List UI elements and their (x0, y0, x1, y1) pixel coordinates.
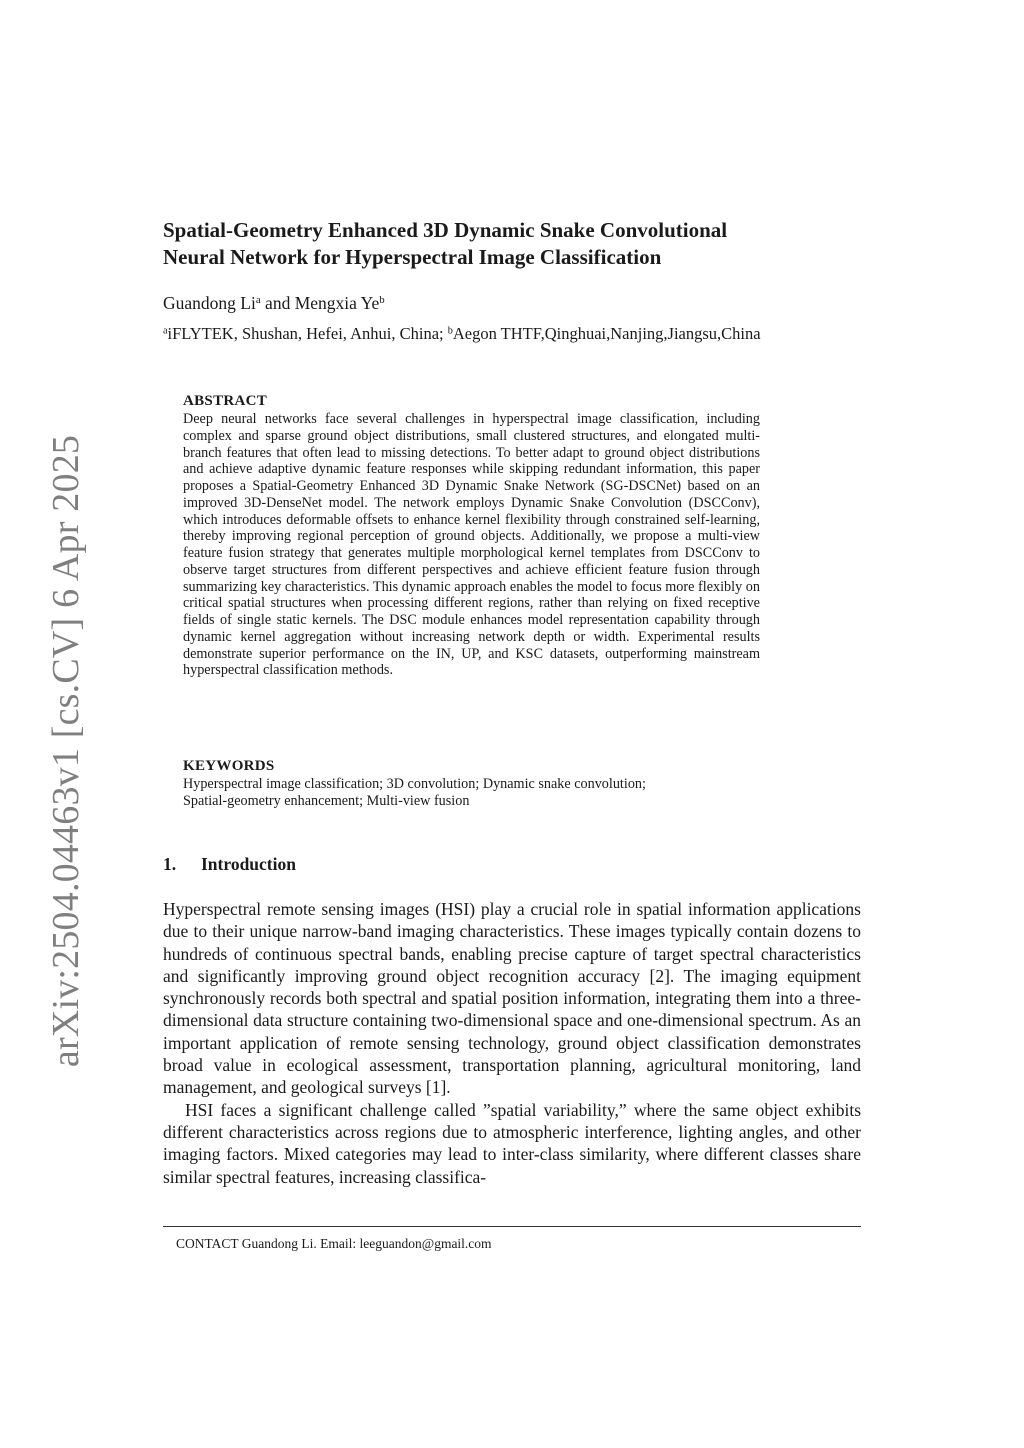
title-line-1: Spatial-Geometry Enhanced 3D Dynamic Snake Convolutional (163, 218, 728, 242)
paper-title (163, 217, 863, 271)
author-name: Mengxia Ye (294, 293, 380, 313)
abstract-text: Deep neural networks face several challenges in hyperspectral image classification, including complex and sparse ground object distributions, small clustered structures, and elongated multi-branch features that often lead to missing detections. To better adapt to ground object distributions and achieve adaptive dynamic feature responses while skipping redundant information, this paper proposes a Spatial-Geometry Enhanced 3D Dynamic Snake Network (SG-DSCNet) based on an improved 3D-DenseNet model. The network employs Dynamic Snake Convolution (DSCConv), which introduces deformable offsets to enhance kernel flexibility through constrained self-learning, thereby improving regional perception of ground objects. Additionally, we propose a multi-view feature fusion strategy that generates multiple morphological kernel templates from DSCConv to observe target structures from different perspectives and achieve efficient feature fusion through summarizing key characteristics. This dynamic approach enables the model to focus more flexibly on critical spatial structures when processing different regions, rather than relying on fixed receptive fields of single static kernels. The DSC module enhances model representation capability through dynamic kernel aggregation without increasing network depth or width. Experimental results demonstrate superior performance on the IN, UP, and KSC datasets, outperforming mainstream hyperspectral classification methods. (183, 411, 760, 679)
author-name: Guandong Li (163, 293, 256, 313)
abstract-heading: ABSTRACT (183, 393, 268, 409)
affiliation-b: Aegon THTF,Qinghuai,Nanjing,Jiangsu,China (452, 324, 761, 343)
keywords-section (183, 757, 783, 810)
affiliation-mark: a (163, 325, 168, 337)
section-heading-introduction (163, 853, 296, 875)
title-line-2: Neural Network for Hyperspectral Image Classification (163, 245, 662, 269)
affiliation-mark: b (447, 325, 453, 337)
author-conjunction: and (260, 293, 295, 313)
footnote-divider (163, 1226, 861, 1227)
body-paragraph-2: HSI faces a significant challenge called ”spatial variability,” where the same object exhibits different characteristics across regions due to atmospheric interference, lighting angles, and other imaging factors. Mixed categories may lead to inter-class similarity, where different classes share similar spectral features, increasing classifica- (163, 1099, 861, 1187)
arxiv-identifier-stamp: arXiv:2504.04463v1 [cs.CV] 6 Apr 2025 (45, 434, 87, 1068)
body-paragraph-1: Hyperspectral remote sensing images (HSI) play a crucial role in spatial information applications due to their unique narrow-band imaging characteristics. These images typically contain dozens to hundreds of continuous spectral bands, enabling precise capture of target spectral characteristics and significantly improving ground object recognition accuracy [2]. The imaging equipment synchronously records both spectral and spatial position information, integrating them into a three-dimensional data structure containing two-dimensional space and one-dimensional spectrum. As an important application of remote sensing technology, ground object classification demonstrates broad value in ecological assessment, transportation planning, agricultural monitoring, land management, and geological surveys [1]. (163, 899, 861, 1098)
affiliation-a: iFLYTEK, Shushan, Hefei, Anhui, China; (167, 324, 448, 343)
introduction-body (163, 898, 861, 1188)
affiliation-mark: b (379, 294, 385, 307)
section-number: 1. (163, 854, 177, 874)
keywords-line-1: Hyperspectral image classification; 3D convolution; Dynamic snake convolution; (183, 776, 646, 792)
contact-footnote: CONTACT Guandong Li. Email: leeguandon@gmail.com (176, 1236, 492, 1251)
affiliation-mark: a (255, 294, 261, 307)
abstract-section (183, 392, 760, 679)
keywords-line-2: Spatial-geometry enhancement; Multi-view fusion (183, 793, 470, 809)
section-title: Introduction (201, 854, 296, 874)
keywords-heading: KEYWORDS (183, 758, 275, 774)
affiliations (163, 323, 761, 345)
author-list (163, 292, 385, 314)
